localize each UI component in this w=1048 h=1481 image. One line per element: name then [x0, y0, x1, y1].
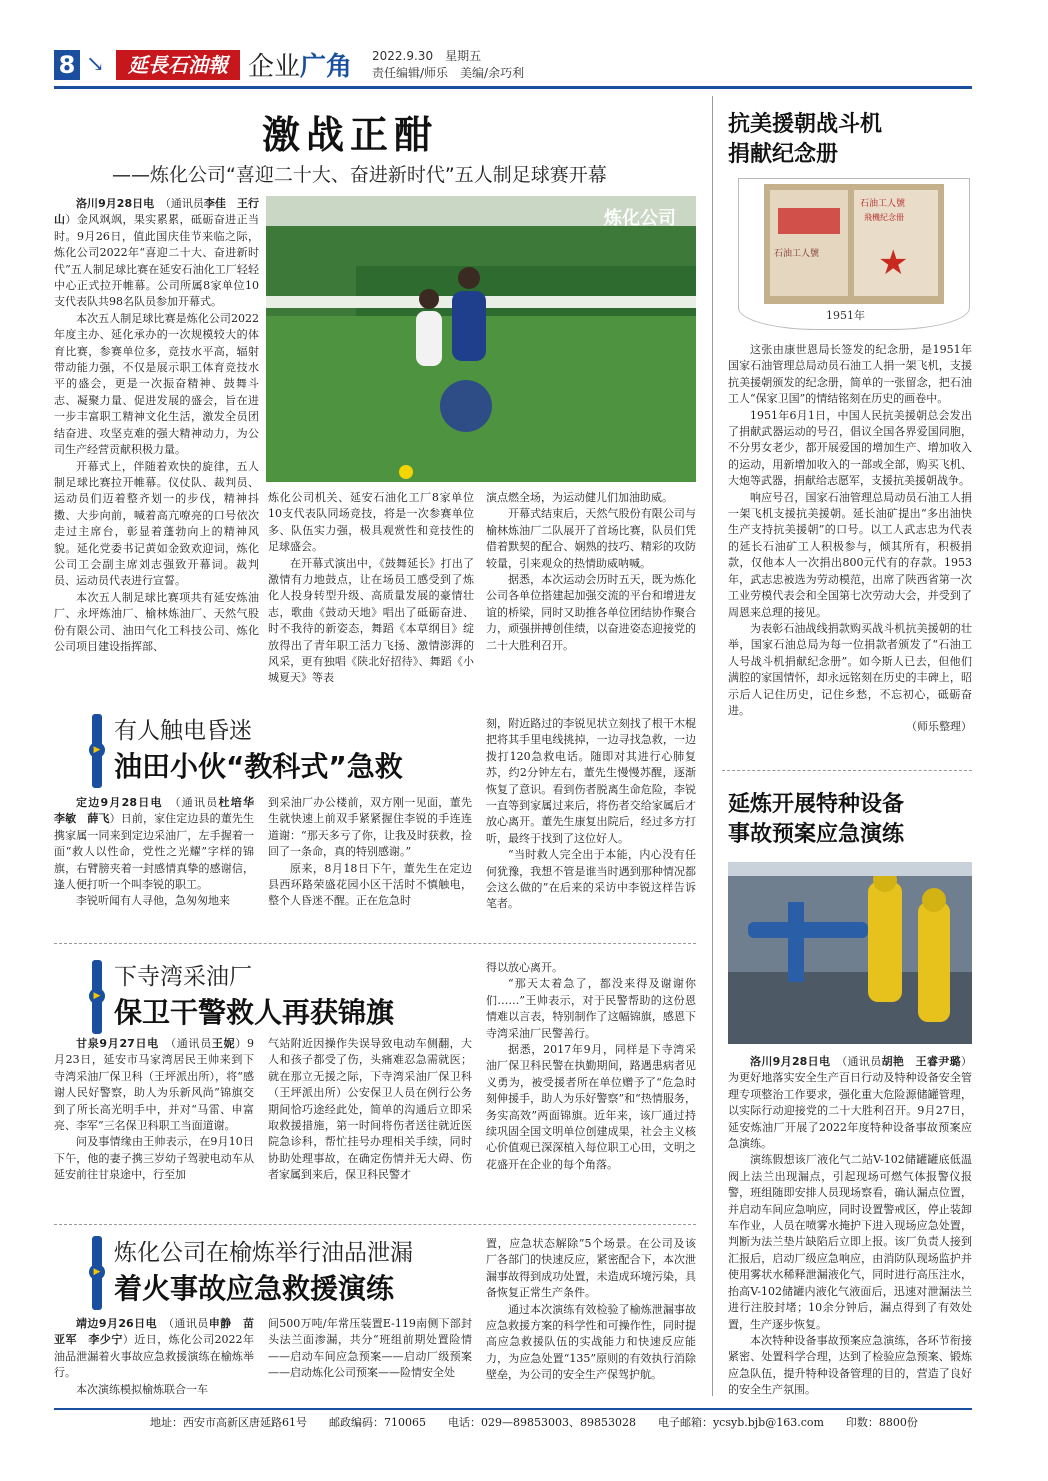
header-rule [54, 86, 972, 89]
photo-caption: 1951年 [826, 309, 865, 322]
article3-col1 [54, 1036, 254, 1184]
play-icon: ▶ [89, 1264, 105, 1280]
right2-lead: ）为更好地落实安全生产百日行动及特种设备安全管理专项整治工作要求，强化重大危险源储罐管理，以实际行动迎接党的二十大胜利召开。9月27日，延安炼油厂开展了2022年度特种设备事故预案应急演练。 [728, 1055, 972, 1151]
article4-byline-intro: （通讯员 [168, 1317, 209, 1330]
article4-byline: 申静 苗亚军 李少宁 [54, 1317, 255, 1347]
article1-p4: 本次五人制足球比赛项共有延安炼油厂、永坪炼油厂、榆林炼油厂、天然气股份有限公司、油田气化工科技公司、炼化公司项目建设指挥部、 [54, 590, 259, 653]
article3-headline [114, 958, 394, 1031]
right2-title-line2: 事故预案应急演练 [728, 822, 905, 847]
right1-title-line1: 抗美援朝战斗机 [728, 112, 883, 137]
article1-byline-intro: （通讯员 [165, 197, 204, 210]
article1-lead: ）金风飒飒，果实累累，砥砺奋进正当时。9月26日，值此国庆佳节来临之际，炼化公司2022年“喜迎二十大、奋进新时代”五人制足球比赛在延安石油化工厂轻轻中心正式拉开帷幕。公司所属8家单位10支代表队共98名队员参加开幕式。 [54, 213, 260, 309]
article4-title: 着火事故应急救援演练 [114, 1272, 395, 1305]
book-right-title: 石油工人號 [860, 199, 906, 209]
right2-title-line1: 延炼开展特种设备 [728, 792, 905, 817]
right2-byline: 胡艳 王睿尹璐 [881, 1055, 961, 1068]
article2-headline [114, 712, 403, 785]
right2-p3: 本次特种设备事故预案应急演练，各环节衔接紧密、处置科学合理，达到了检验应急预案、锻炼应急队伍，提升特种设备管理的目的，营造了良好的安全生产氛围。 [728, 1333, 972, 1397]
article4-col3-p1: 置，应急状态解除”5个场景。在公司及该厂各部门的快速反应，紧密配合下，本次泄漏事故得到成功处置，未造成环境污染，具备恢复正常生产条件。 [486, 1237, 696, 1300]
footer-info: 地址：西安市高新区唐延路61号 邮政编码：710065 电话：029—89853003、89853028 电子邮箱：ycsyb.bjb@163.com 印数：8800份 [150, 1416, 918, 1429]
article1-col2-p2: 在开幕式演出中，《鼓舞延长》打出了激情有力地鼓点，让在场员工感受到了炼化人投身转型升级、高质量发展的豪情壮志，歌曲《鼓动天地》唱出了砥砺奋进、时不我待的新姿态，舞蹈《本草纲目》绽放得出了青年职工活力飞扬、激情澎湃的风采，更有独唱《陕北好招待》、舞蹈《小城夏天》等表 [268, 556, 474, 685]
article1-p2: 本次五人制足球比赛是炼化公司2022年度主办、延化承办的一次规模较大的体育比赛，参赛单位多，竞技水平高，辐射带动能力强，不仅是展示职工体育竞技水平的盛会，更是一次振奋精神、鼓舞斗志、凝聚力量、促进发展的盛会，旨在进一步丰富职工精神文化生活，激发全员团结奋进、攻坚克难的强大精神动力，为公司生产经营贡献积极力量。 [54, 311, 259, 457]
article3-col3-p1: 得以放心离开。 [486, 961, 563, 974]
star-icon: ★ [878, 243, 909, 283]
section-name-b: 广角 [300, 52, 353, 82]
article3-col3-p2: “那天太着急了，都没来得及谢谢你们……”王帅表示，对于民警帮助的这份恩情难以言表，特别制作了这幅锦旗，感恩下寺湾采油厂民警善行。 [486, 977, 696, 1040]
article3-col1-p2: 问及事情缘由王帅表示，在9月10日下午，他的妻子携三岁幼子驾驶电动车从延安前往甘泉途中，行至加 [54, 1135, 254, 1182]
right2-title [728, 790, 904, 850]
footer-rule [54, 1408, 972, 1410]
article3-col2-p1: 气站附近因操作失误导致电动车侧翻，大人和孩子都受了伤，头痛难忍急需就医；就在那立无援之际，下寺湾采油厂保卫科（王坪派出所）公安保卫人员在例行公务期间恰巧途经此处，简单的沟通后立即采取救援措施，第一时间将伤者送往就近医院急诊科，帮忙挂号办理相关手续，同时协助处理事故，在确定伤情并无大碍、伤者家属到来后，保卫科民警才 [268, 1037, 472, 1182]
right1-p4: 为表彰石油战线捐款购买战斗机抗美援朝的壮举，国家石油总局为每一位捐款者颁发了“石油工人号战斗机捐献纪念册”。如今斯人已去，但他们满腔的家国情怀，却永远铭刻在历史的丰碑上，昭示后人记住历史，记住乡愁，不忘初心，砥砺奋进。 [728, 621, 972, 717]
football-photo [266, 196, 696, 482]
article3-kicker: 下寺湾采油厂 [114, 964, 252, 990]
article2-col1-p2: 李锐听闻有人寻他，急匆匆地来 [76, 894, 230, 908]
article2-byline-intro: （通讯员 [175, 796, 219, 809]
article3-byline-intro: （通讯员 [170, 1037, 212, 1050]
football-scene-icon [266, 196, 696, 482]
article1-col2-p1: 炼化公司机关、延安石油化工厂8家单位10支代表队同场竞技，将是一次参赛单位多、队伍实力强，极具观赏性和竞技性的足球盛会。 [268, 491, 474, 554]
right1-p3: 响应号召，国家石油管理总局动员石油工人捐一架飞机支援抗美援朝。延长油矿提出“多出油快生产支持抗美援朝”的口号。以工人武志忠为代表的延长石油矿工人积极参与，倾其所有，积极捐款，仅他本人一次捐出800元代有的存款。1953年，武志忠被选为劳动模范，出席了陕西省第一次工业劳模代表会和全国第七次劳动大会，并受到了周恩来总理的接见。 [728, 490, 972, 619]
article4-kicker: 炼化公司在榆炼举行油品泄漏 [114, 1240, 413, 1266]
article1-col3 [486, 490, 696, 654]
photo-banner-text: 炼化公司 [604, 208, 676, 229]
article1-p3: 开幕式上，伴随着欢快的旋律，五人制足球比赛拉开帷幕。仪仗队、裁判员、运动员们迈着整齐划一的步伐，精神抖擞、大步向前，喊着高亢嘹亮的口号依次走过主席台，彰显着蓬勃向上的精神风貌。延化党委书记黄如金致欢迎词，炼化公司工会副主席刘志强致开幕词。裁判员、运动员代表进行宣誓。 [54, 459, 259, 588]
article2-lead: ）日前，家住定边县的董先生携家属一同来到定边采油厂，左手握着一面“救人以性命，党性之光耀”字样的锦旗，右臂膀夹着一封感情真挚的感谢信，逢人便打听一个叫李锐的职工。 [54, 812, 255, 892]
drill-photo [728, 862, 972, 1044]
section-divider [54, 1224, 696, 1225]
article3-byline: 王妮 [211, 1037, 236, 1050]
editor-credits: 责任编辑/师乐 美编/余巧利 [372, 66, 525, 80]
article3-lead: ）9月23日，延安市马家湾居民王帅来到下寺湾采油厂保卫科（王坪派出所），将“感谢人民好警察，助人为乐新风尚”锦旗交到了所长高光明手中，并对“马雷、申富亮、李军”三名保卫科职工当面道谢。 [54, 1037, 255, 1133]
article4-col1 [54, 1316, 254, 1398]
article2-col1 [54, 795, 266, 910]
article3-title: 保卫干警救人再获锦旗 [114, 996, 395, 1029]
section-divider [722, 770, 972, 771]
corner-arrow-icon: ↘ [86, 52, 105, 77]
article2-title: 油田小伙“教科式”急救 [114, 750, 403, 783]
article2-col3-p2: “当时救人完全出于本能，内心没有任何犹豫，我想不管是谁当时遇到那种情况都会这么做的”在后来的采访中李锐这样告诉笔者。 [486, 848, 696, 911]
article4-lead: ）近日，炼化公司2022年油品泄漏着火事故应急救援演练在榆炼举行。 [54, 1333, 255, 1380]
article4-col3 [486, 1236, 696, 1384]
article1-col1 [54, 196, 259, 655]
article2-dateline: 定边9月28日电 [76, 796, 163, 809]
right1-signature: （师乐整理） [906, 720, 972, 734]
article4-headline [114, 1234, 413, 1307]
book-left-label: 石油工人號 [774, 249, 820, 259]
article2-col2-p1: 到采油厂办公楼前，双方刚一见面，董先生就快速上前双手紧紧握住李锐的手连连道谢：“那天多亏了你，让我及时获救，捡回了一条命，真的特别感谢。” [268, 796, 472, 859]
issue-date: 2022.9.30 星期五 [372, 49, 482, 63]
article1-col3-p2: 开幕式结束后，天然气股份有限公司与榆林炼油厂二队展开了首场比赛，队员们凭借着默契的配合、娴熟的技巧、精彩的攻防较量，引来观众的热情助威呐喊。 [486, 507, 696, 570]
column-divider [712, 96, 713, 1396]
play-icon: ▶ [89, 742, 105, 758]
section-name-a: 企业 [248, 52, 301, 82]
book-left-page [770, 190, 848, 296]
right1-title [728, 110, 882, 170]
right1-p1: 这张由康世恩局长签发的纪念册，是1951年国家石油管理总局动员石油工人捐一架飞机，支援抗美援朝颁发的纪念册，简单的一张留念，把石油工人“保家卫国”的情结铭刻在历史的画卷中。 [728, 343, 972, 406]
article4-col2-p1: 间500万吨/年常压装置E-119南侧下部封头法兰面渗漏，共分“班组前期处置险情——启动车间应急预案——启动厂级预案——启动炼化公司预案——险情安全处 [268, 1317, 472, 1380]
article1-col3-p1: 演点燃全场，为运动健儿们加油助威。 [486, 491, 673, 504]
section-divider [54, 943, 696, 944]
book-right-subtitle: 飛機紀念冊 [864, 213, 904, 222]
book-left-stamp [778, 208, 840, 234]
article2-col3-p1: 刻，附近路过的李锐见状立刻找了根干木棍把将其手里电线挑掉，一边寻找急救，一边拨打120急救电话。随即对其进行心肺复苏，约2分钟左右，董先生慢慢苏醒，逐渐恢复了意识。看到伤者脱离生命危险，李锐一直等到家属过来后，将伤者交给家属后才放心离开。董先生康复出院后，经过多方打听，最终于找到了这位好人。 [486, 717, 696, 845]
article1-subtitle: ——炼化公司“喜迎二十大、奋进新时代”五人制足球赛开幕 [112, 164, 607, 186]
drill-scene-icon [728, 862, 972, 1044]
memorial-book-photo [764, 184, 944, 304]
issue-info [372, 48, 524, 82]
right2-dateline: 洛川9月28日电 [750, 1055, 831, 1068]
right2-p2: 演练假想该厂液化气二站V-102储罐罐底低温阀上法兰出现漏点，引起现场可燃气体报警仪报警，班组随即安排人员现场察看，确认漏点位置，并启动车间应急响应，同时设置警戒区，停止装卸车作业，人员在喷雾水掩护下进入现场应急处置，判断为法兰垫片缺陷后立即上报。该厂负责人接到汇报后，启动厂级应急响应，由消防队现场监护并使用雾状水稀释泄漏液化气，同时进行高压注水，抬高V-102储罐内液化气液面后，迅速对泄漏法兰进行注胶封堵；10余分钟后，漏点得到了有效处置，生产逐步恢复。 [728, 1153, 972, 1331]
book-right-page [854, 190, 938, 296]
newspaper-logo: 延長石油報 [116, 50, 240, 80]
right1-title-line2: 捐献纪念册 [728, 142, 839, 167]
article4-col1-p2: 本次演练模拟榆炼联合一车 [76, 1382, 208, 1396]
right1-p2: 1951年6月1日，中国人民抗美援朝总会发出了捐献武器运动的号召，倡议全国各界爱国同胞，不分男女老少，都开展爱国的增加生产、增加收入的运动，用新增加收入的一部或全部，购买飞机、大炮等武器，捐献给志愿军，支援抗美援朝战争。 [728, 408, 972, 488]
article1-col2 [268, 490, 474, 687]
article3-col3 [486, 960, 696, 1173]
article1-title: 激战正酣 [262, 113, 439, 157]
section-name [248, 46, 352, 83]
article4-col2 [268, 1316, 472, 1382]
article2-col2-p2: 原来，8月18日下午，董先生在定边县西环路荣盛花园小区干活时不慎触电，整个人昏迷不醒。正在危急时 [268, 861, 472, 908]
page-number: 8 [54, 50, 80, 80]
article3-col3-p3: 据悉，2017年9月，同样是下寺湾采油厂保卫科民警在执勤期间，路遇患病者见义勇为，被受援者所在单位赠予了“危急时刻伸援手，助人为乐好警察”和“热情服务，务实高效”两面锦旗。近年来，该厂通过持续巩固全国文明单位创建成果，社会主义核心价值观已深深植入每位职工心田，文明之花盛开在企业的每个角落。 [486, 1043, 696, 1171]
right2-byline-intro: （通讯员 [841, 1055, 882, 1068]
article1-dateline: 洛川9月28日电 [76, 197, 155, 210]
play-icon: ▶ [89, 988, 105, 1004]
article2-byline: 杜培华 李敏 薛飞 [54, 796, 266, 826]
article2-col3 [486, 716, 696, 913]
article4-dateline: 靖边9月26日电 [76, 1317, 158, 1330]
article1-byline: 李佳 王行山 [54, 197, 260, 227]
right1-body [728, 342, 972, 736]
article3-dateline: 甘泉9月27日电 [76, 1037, 159, 1050]
article2-col2 [268, 795, 472, 910]
article1-col3-p3: 据悉，本次运动会历时五天，既为炼化公司各单位搭建起加强交流的平台和增进友谊的桥梁，同时又助推各单位团结协作聚合力，顽强拼搏创佳绩，以奋进姿态迎接党的二十大胜利召开。 [486, 573, 696, 652]
article3-col2 [268, 1036, 472, 1184]
right2-body [728, 1054, 972, 1399]
article2-kicker: 有人触电昏迷 [114, 718, 252, 744]
article4-col3-p2: 通过本次演练有效检验了榆炼泄漏事故应急救援方案的科学性和可操作性，同时提高应急救援队伍的实战能力和快速反应能力，为应急处置“135”原则的有效执行消除壁垒，为公司的安全生产保驾护航。 [486, 1302, 696, 1382]
